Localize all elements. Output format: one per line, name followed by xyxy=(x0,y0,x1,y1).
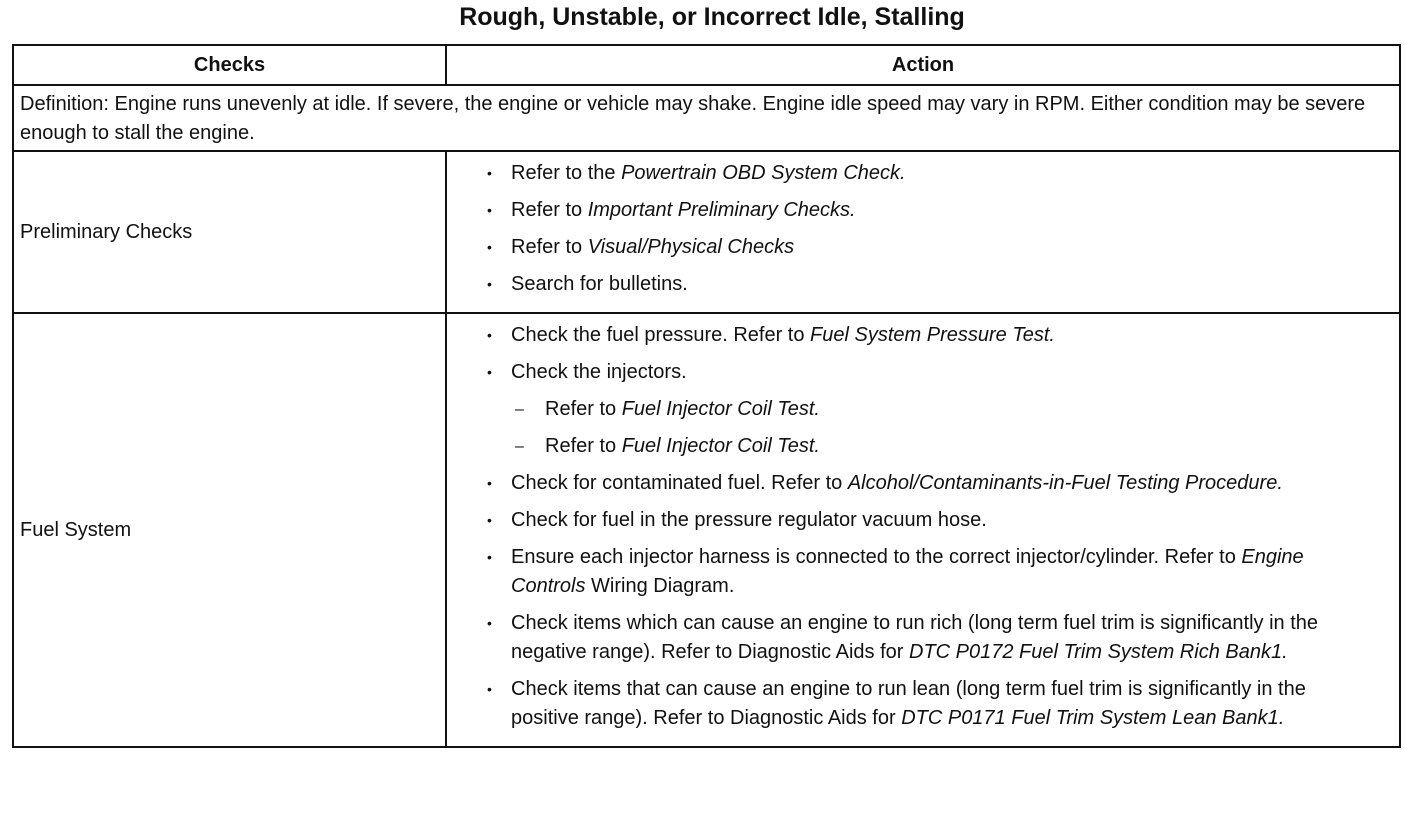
action-item xyxy=(487,159,1359,188)
action-text: Search for bulletins. xyxy=(511,273,688,295)
diagnostic-table xyxy=(12,44,1401,748)
action-item xyxy=(487,358,1359,387)
action-cell xyxy=(446,313,1400,747)
check-name: Fuel System xyxy=(13,313,446,747)
action-text: Check the fuel pressure. Refer to xyxy=(511,324,811,346)
action-list xyxy=(487,159,1359,299)
action-item xyxy=(487,196,1359,225)
action-text: Check the injectors. xyxy=(511,361,687,383)
action-item xyxy=(487,506,1359,535)
sub-action-item xyxy=(487,432,1359,461)
page-title: Rough, Unstable, or Incorrect Idle, Stalling xyxy=(459,3,965,31)
table-row xyxy=(13,151,1400,313)
action-text: Refer to xyxy=(511,199,588,221)
table-header-row xyxy=(13,45,1400,85)
reference-text: Important Preliminary Checks. xyxy=(587,199,856,221)
action-text: Check for contaminated fuel. Refer to xyxy=(511,472,848,494)
reference-text: Visual/Physical Checks xyxy=(587,236,795,258)
action-text: Check items that can cause an engine to run lean (long term fuel trim is significantly in the positive range). Refer to Diagnostic Aids for xyxy=(511,678,1306,729)
action-text: Ensure each injector harness is connected to the correct injector/cylinder. Refer to xyxy=(511,546,1242,568)
action-cell xyxy=(446,151,1400,313)
action-item xyxy=(487,543,1359,601)
reference-text: Powertrain OBD System Check. xyxy=(621,162,906,184)
table-row xyxy=(13,313,1400,747)
action-text: Check for fuel in the pressure regulator vacuum hose. xyxy=(511,509,987,531)
action-column-header: Action xyxy=(446,45,1400,85)
checks-column-header: Checks xyxy=(13,45,446,85)
reference-text: Fuel Injector Coil Test. xyxy=(621,435,820,457)
reference-text: DTC P0171 Fuel Trim System Lean Bank1. xyxy=(901,707,1285,729)
definition-row xyxy=(13,85,1400,151)
action-item xyxy=(487,675,1359,733)
sub-action-item xyxy=(487,395,1359,424)
reference-text: Fuel Injector Coil Test. xyxy=(621,398,820,420)
reference-text: DTC P0172 Fuel Trim System Rich Bank1. xyxy=(909,641,1288,663)
action-text: Refer to xyxy=(545,435,622,457)
action-item xyxy=(487,609,1359,667)
action-text: Wiring Diagram. xyxy=(585,575,735,597)
reference-text: Alcohol/Contaminants-in-Fuel Testing Procedure. xyxy=(847,472,1283,494)
action-text: Refer to xyxy=(545,398,622,420)
definition-text: Definition: Engine runs unevenly at idle. If severe, the engine or vehicle may shake. Engine idle speed may vary in RPM. Either condition may be severe enough to stall the engine. xyxy=(13,85,1400,151)
action-text: Check items which can cause an engine to run rich (long term fuel trim is significantly in the negative range). Refer to Diagnostic Aids for xyxy=(511,612,1319,663)
action-text: Refer to the xyxy=(511,162,622,184)
reference-text: Engine Controls xyxy=(511,546,1304,597)
action-text: Refer to xyxy=(511,236,588,258)
action-item xyxy=(487,469,1359,498)
action-list xyxy=(487,321,1359,733)
check-name: Preliminary Checks xyxy=(13,151,446,313)
action-item xyxy=(487,321,1359,350)
reference-text: Fuel System Pressure Test. xyxy=(810,324,1055,346)
action-item xyxy=(487,270,1359,299)
action-item xyxy=(487,233,1359,262)
